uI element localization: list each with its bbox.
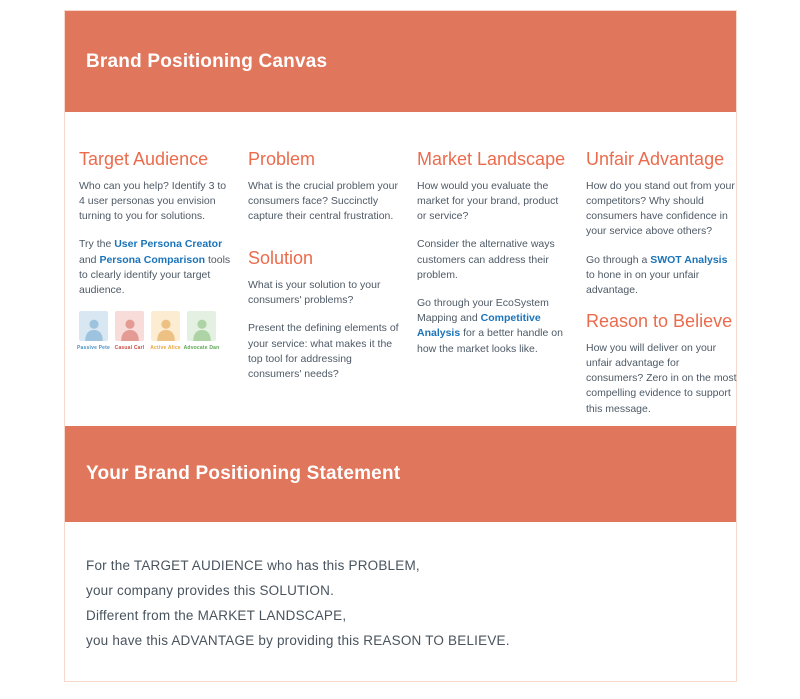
brand-positioning-canvas (64, 10, 737, 682)
unfair-advantage-paragraph-1: How do you stand out from your competitors? Why should consumers have confidence in your service above others? (586, 179, 735, 238)
target-audience-heading: Target Audience (79, 149, 209, 169)
column-problem-solution (248, 112, 400, 426)
persona-tile (151, 311, 180, 341)
column-market-landscape (417, 112, 569, 426)
person-icon (120, 318, 140, 341)
column-unfair-advantage (586, 112, 738, 426)
solution-paragraph-1: What is your solution to your consumers' problems? (248, 278, 381, 307)
link-persona-comparison[interactable]: Persona Comparison (99, 253, 206, 266)
persona-label: Passive Pete (77, 345, 110, 352)
solution-paragraph-2: Present the defining elements of your service: what makes it the top tool for addressing consumers' needs? (248, 322, 399, 380)
problem-paragraph: What is the crucial problem your consumers face? Succinctly capture their central frustration. (248, 179, 398, 223)
persona-passive-pete (79, 311, 108, 351)
target-audience-paragraph-1: Who can you help? Identify 3 to 4 user personas you envision turning to you for solutions. (79, 179, 227, 223)
persona-active-alice (151, 311, 180, 351)
statement-line: you have this ADVANTAGE by providing this REASON TO BELIEVE. (86, 633, 510, 648)
persona-thumbnails (79, 311, 231, 351)
market-landscape-heading: Market Landscape (417, 149, 566, 169)
canvas-columns (65, 112, 736, 426)
statement-title: Your Brand Positioning Statement (86, 463, 401, 484)
unfair-advantage-paragraph-2: Go through a SWOT Analysis to hone in on your unfair advantage. (586, 253, 728, 296)
link-user-persona-creator[interactable]: User Persona Creator (114, 238, 223, 251)
statement-line: For the TARGET AUDIENCE who has this PROBLEM, (86, 558, 420, 573)
market-landscape-paragraph-1: How would you evaluate the market for your brand, product or service? (417, 179, 559, 223)
person-icon (156, 318, 176, 341)
positioning-statement (65, 522, 736, 653)
persona-label: Casual Carl (114, 345, 145, 352)
link-swot-analysis[interactable]: SWOT Analysis (650, 253, 728, 266)
market-landscape-paragraph-2: Consider the alternative ways customers can address their problem. (417, 238, 555, 281)
column-target-audience (79, 112, 231, 426)
person-icon (192, 318, 212, 341)
statement-title-banner (65, 426, 736, 522)
unfair-advantage-heading: Unfair Advantage (586, 149, 725, 169)
persona-tile (187, 311, 216, 341)
canvas-title-banner (65, 11, 736, 112)
persona-casual-carl (115, 311, 144, 351)
persona-label: Advocate Dan (183, 345, 220, 352)
link-competitive-analysis[interactable]: Competitive Analysis (417, 312, 541, 340)
persona-label: Active Alice (150, 345, 181, 352)
persona-tile (115, 311, 144, 341)
statement-line: your company provides this SOLUTION. (86, 583, 335, 598)
target-audience-paragraph-2: Try the User Persona Creator and Persona Comparison tools to clearly identify your target audience. (79, 238, 231, 296)
problem-heading: Problem (248, 149, 316, 169)
person-icon (84, 318, 104, 341)
persona-advocate-dan (183, 311, 220, 352)
solution-heading: Solution (248, 248, 314, 269)
persona-tile (79, 311, 108, 341)
statement-line: Different from the MARKET LANDSCAPE, (86, 608, 347, 623)
reason-to-believe-heading: Reason to Believe (586, 311, 733, 332)
market-landscape-paragraph-3: Go through your EcoSystem Mapping and Competitive Analysis for a better handle on how the market looks like. (417, 296, 563, 355)
canvas-title: Brand Positioning Canvas (86, 50, 328, 72)
reason-to-believe-paragraph: How you will deliver on your unfair advantage for consumers? Zero in on the most compelling evidence to support this message. (586, 341, 737, 415)
